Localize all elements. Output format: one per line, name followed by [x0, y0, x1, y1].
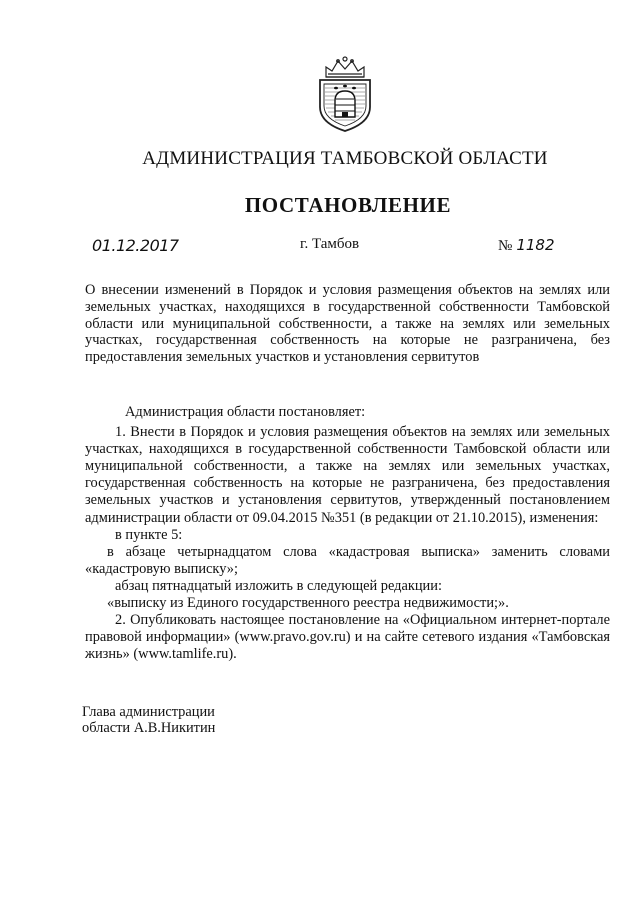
signature-position: Глава администрации	[82, 704, 215, 720]
signature-name: области А.В.Никитин	[82, 720, 216, 737]
paragraph-14-change: в абзаце четырнадцатом слова «кадастровая выписка» заменить словами «кадастровую выписку»;	[85, 543, 610, 577]
document-number: 1182	[516, 236, 555, 254]
tambov-coat-of-arms-icon	[312, 55, 378, 133]
preamble: Администрация области постановляет:	[125, 404, 366, 420]
document-subject: О внесении изменений в Порядок и условия размещения объектов на землях или земельных участках, находящихся в государственной собственности Тамбовской области или муниципальной собственности, а также на землях или земельных участках, государственная собственность на которые не разграничена, без предоставления земельных участков и установления сервитутов	[85, 282, 610, 366]
organization-title: АДМИНИСТРАЦИЯ ТАМБОВСКОЙ ОБЛАСТИ	[142, 148, 548, 169]
paragraph-15-change: абзац пятнадцатый изложить в следующей редакции:	[115, 577, 442, 594]
document-number-block	[498, 236, 555, 255]
number-label: №	[498, 238, 513, 254]
document-city: г. Тамбов	[300, 236, 360, 252]
signature-block	[82, 704, 215, 737]
item-1-point: в пункте 5:	[115, 526, 183, 543]
document-date: 01.12.2017	[92, 236, 179, 255]
item-1: 1. Внести в Порядок и условия размещения объектов на землях или земельных участках, находящихся в государственной собственности Тамбовской области или муниципальной собственности, а также на землях или земельных участках, государственная собственность на которые не разграничена, без предоставления земельных участков и установления сервитутов, утвержденный постановлением администрации области от 09.04.2015 №351 (в редакции от 21.10.2015), изменения:	[85, 424, 610, 526]
document-type-title: ПОСТАНОВЛЕНИЕ	[244, 193, 452, 217]
document-body	[85, 404, 610, 663]
item-2: 2. Опубликовать настоящее постановление на «Официальном интернет-портале правовой информации» (www.pravo.gov.ru) и на сайте сетевого издания «Тамбовская жизнь» (www.tamlife.ru).	[85, 612, 610, 663]
paragraph-15-text: «выписку из Единого государственного реестра недвижимости;».	[107, 595, 509, 612]
